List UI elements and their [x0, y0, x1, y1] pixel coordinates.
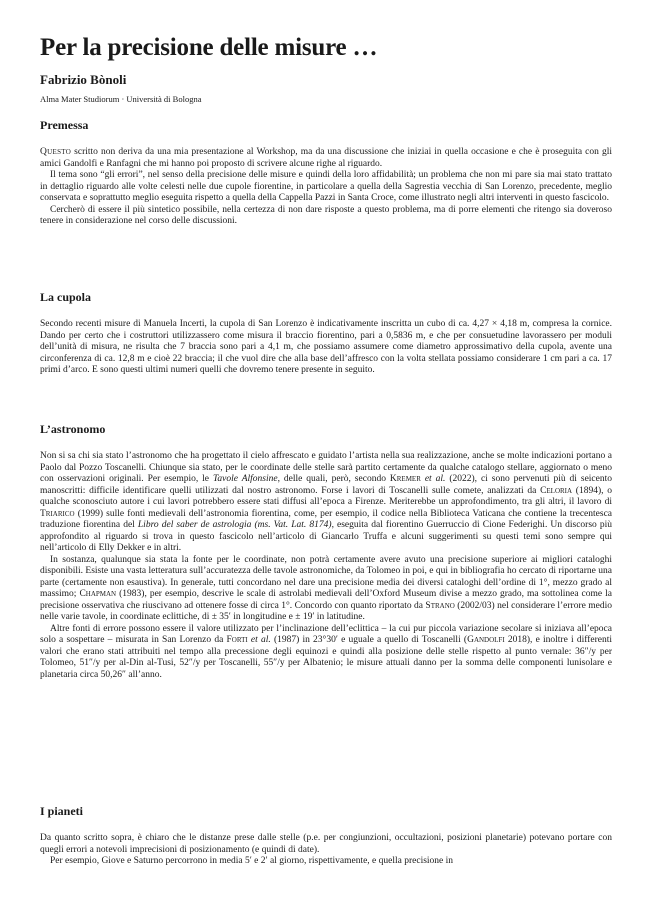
citation-author: Gandolfi [467, 635, 505, 645]
astronomo-paragraph-3 [40, 624, 612, 682]
astronomo-paragraph-1 [40, 451, 612, 555]
author-name: Fabrizio Bònoli [40, 72, 127, 87]
citation-author: Triarico [40, 508, 75, 519]
text-run: (1983), per esempio, descrive le scale di astrolabi medievali dell’Oxford Museum divise a mezzo grado, ma sottolinea come la precisione osservativa che riuscivano ad ottenere fosse di circa 1°. Concordo con quanto riportato da [40, 589, 612, 611]
text-run: (1894), o qualche sconosciuto autore i cui lavori potrebbero essere stati diffusi all’epoca a Firenze. Meriterebbe un approfondimento, tra gli altri, il lavoro di [40, 485, 613, 507]
text-run: (1987) in 23°30′ e uguale a quello di Toscanelli ( [270, 635, 468, 645]
cupola-paragraph-1: Secondo recenti misure di Manuela Incerti, la cupola di San Lorenzo è indicativamente inscritta un cubo di ca. 4,27 × 4,18 m, compresa la cornice. Dando per certo che i costruttori utilizzassero come misura il braccio fiorentino, pari a 0,5836 m, e che per consuetudine lavorassero per moduli dell’unità di misura, ne risulta che 7 braccia sono pari a 4,1 m, che possiamo assumere come diametro approssimativo della cupola, avente una circonferenza di ca. 12,8 m e cioè 22 braccia; il che vuol dire che alla base dell’affresco con la volta stellata possiamo considerare 1 cm pari a ca. 17 primi d’arco. E sono questi ultimi numeri quelli che dovremo tenere presente in seguito. [40, 319, 612, 375]
section-astronomo [40, 422, 612, 681]
section-premessa [40, 118, 612, 228]
text-run: (2002/03) nel considerare l’errore medio nelle varie tavole, in coordinate eclittiche, di ± 35′ in longitudine e ± 19′ in latitudine. [40, 600, 612, 622]
citation-author: Chapman [79, 589, 117, 599]
paper-title: Per la precisione delle misure … [40, 34, 378, 61]
section-heading-cupola: La cupola [40, 290, 92, 304]
drop-word: Questo [40, 147, 72, 157]
citation-author: Kremer [389, 474, 421, 484]
text-run: , delle quali, però, secondo [277, 474, 390, 484]
premessa-p1-text: scritto non deriva da una mia presentazione al Workshop, ma da una discussione che iniziai in quella occasione e che è proseguita con gli amici Gandolfi e Ranfagni che mi hanno poi proposto di scrivere alcune righe al riguardo. [40, 147, 612, 169]
pianeti-paragraph-2: Per esempio, Giove e Saturno percorrono in media 5′ e 2′ al giorno, rispettivamente, e quella precisione in [50, 856, 454, 866]
section-cupola [40, 290, 612, 377]
text-run: Non si sa chi sia stato l’astronomo che ha progettato il cielo affrescato e guidato l’artista nella sua realizzazione, anche se molte indicazioni portano a Paolo dal Pozzo Toscanelli. Chiunque sia stato, per le coordinate delle stelle sarà partito certamente da qualche catalogo stellare, aggiornato o meno con osservazioni originali. Per esempio, le [40, 451, 612, 484]
citation-author: Celoria [540, 485, 573, 496]
premessa-paragraph-1 [40, 147, 612, 170]
citation-author: Strano [425, 600, 455, 611]
et-al: et al. [250, 635, 271, 645]
italic-title: Libro del saber de astrologia (ms. Vat. Lat. 8174) [137, 520, 332, 530]
text-run: 2018), e inoltre i differenti valori che erano stati attribuiti nel tempo alla precessione degli equinozi e quindi alla posizione delle stelle rispetto al punto vernale: 36″/y per Tolomeo, 51″/y per al-Din al-Tusi, 52″/y per Toscanelli, 55″/y per Albatenio; le misure attuali danno per la somma delle componenti lunisolare e planetaria circa 50,26″ all’anno. [40, 635, 613, 680]
et-al: et al. [424, 474, 446, 484]
section-heading-premessa: Premessa [40, 118, 89, 132]
author-affiliation: Alma Mater Studiorum · Università di Bologna [40, 94, 202, 104]
section-heading-astronomo: L’astronomo [40, 422, 106, 436]
text-run: Altre fonti di errore possono essere il valore utilizzato per l’inclinazione dell’eclittica – la cui pur piccola variazione secolare si iniziava all’epoca solo a sospettare – misurata in San Lorenzo da [40, 623, 612, 645]
italic-title: Tavole Alfonsine [212, 474, 278, 484]
premessa-paragraph-2: Il tema sono “gli errori”, nel senso della precisione delle misure e quindi della loro affidabilità; un problema che non mi pare sia mai stato trattato in dettaglio riguardo alle volte celesti nelle due cupole fiorentine, in particolare a quella della Sagrestia vecchia di San Lorenzo, precedente, meglio conservata e soprattutto meglio eseguita rispetto a quella della Cappella Pazzi in Santa Croce, come illustrato negli altri interventi in questo fascicolo. [40, 170, 612, 203]
pianeti-paragraph-1: Da quanto scritto sopra, è chiaro che le distanze prese dalle stelle (p.e. per congiunzioni, occultazioni, posizioni planetarie) potevano portare con quegli errori a notevoli imprecisioni di posizionamento (e quindi di date). [40, 833, 612, 855]
premessa-paragraph-3: Cercherò di essere il più sintetico possibile, nella certezza di non dare risposte a questo problema, ma di porre elementi che ritengo sia doveroso tenere in considerazione nel corso delle discussioni. [40, 204, 612, 226]
astronomo-paragraph-2 [40, 555, 612, 624]
text-run: In sostanza, qualunque sia stata la fonte per le coordinate, non potrà certamente avere avuto una precisione superiore ai migliori cataloghi disponibili. Esiste una vasta letteratura sull’accuratezza delle tavole astronomiche, da Tolomeo in poi, e qui in bibliografia ho cercato di riportarne una parte (certamente non esaustiva). In generale, tutti concordano nel dare una precisione media dei diversi cataloghi dell’ordine di 1°, mezzo grado al massimo; [40, 554, 612, 599]
text-run: (2022), ci sono pervenuti più di seicento manoscritti: difficile identificare quelli utilizzati dal nostro astronomo. Forse i lavori di Toscanelli sulle comete, analizzati da [40, 474, 612, 496]
citation-author: Forti [226, 635, 248, 645]
text-run: (1999) sulle fonti medievali dell’astronomia fiorentina, come, per esempio, il codice nella Biblioteca Vaticana che contiene la trecentesca traduzione fiorentina del [40, 508, 612, 530]
section-pianeti [40, 804, 612, 868]
section-heading-pianeti: I pianeti [40, 804, 84, 818]
text-run: , eseguita dal fiorentino Guerruccio di Cione Federighi. Un discorso più approfondito al riguardo si trova in questo fascicolo nell’articolo di Giancarlo Truffa e alcuni suggerimenti su questi temi sono sempre qui nell’articolo di Elly Dekker e in altri. [40, 520, 612, 553]
